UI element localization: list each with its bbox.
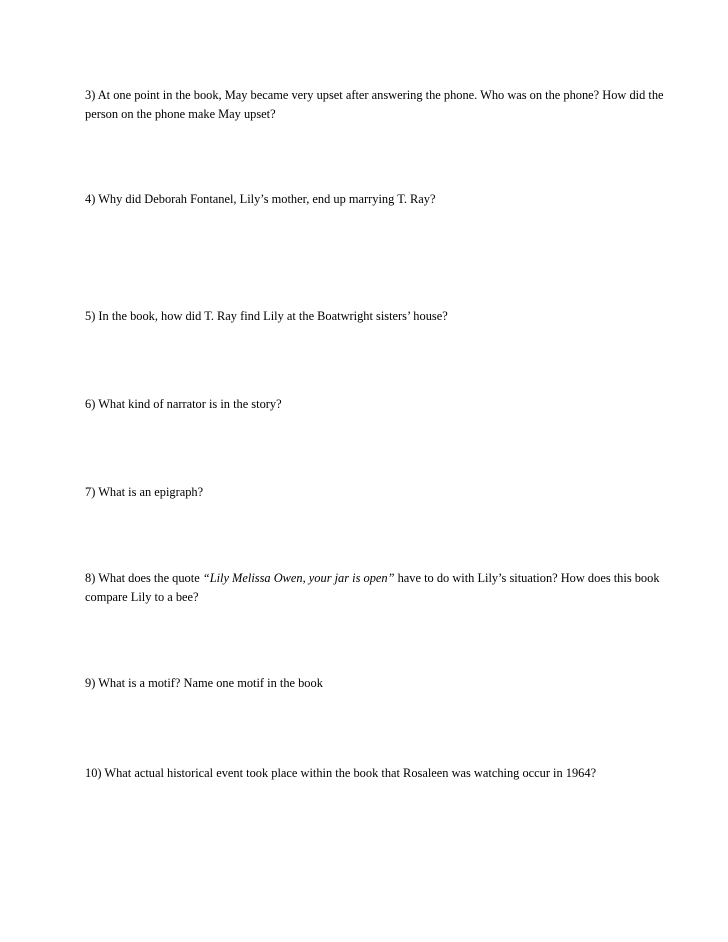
question-5: 5) In the book, how did T. Ray find Lily at the Boatwright sisters’ house? xyxy=(85,309,448,323)
question-7: 7) What is an epigraph? xyxy=(85,485,204,499)
question-8-quote: “Lily Melissa Owen, your jar is open” xyxy=(202,571,395,585)
question-10: 10) What actual historical event took place within the book that Rosaleen was watching occur in 1964? xyxy=(85,766,597,780)
question-8 xyxy=(85,569,665,607)
question-8-lead: 8) What does the quote xyxy=(85,571,203,585)
question-3: 3) At one point in the book, May became very upset after answering the phone. Who was on the phone? How did the person on the phone make May upset? xyxy=(85,88,664,121)
question-8-tail: have to do with Lily’s situation? How does this book compare Lily to a bee? xyxy=(85,571,660,604)
question-6: 6) What kind of narrator is in the story? xyxy=(85,397,282,411)
question-4: 4) Why did Deborah Fontanel, Lily’s mother, end up marrying T. Ray? xyxy=(85,192,436,206)
question-9: 9) What is a motif? Name one motif in the book xyxy=(85,676,323,690)
